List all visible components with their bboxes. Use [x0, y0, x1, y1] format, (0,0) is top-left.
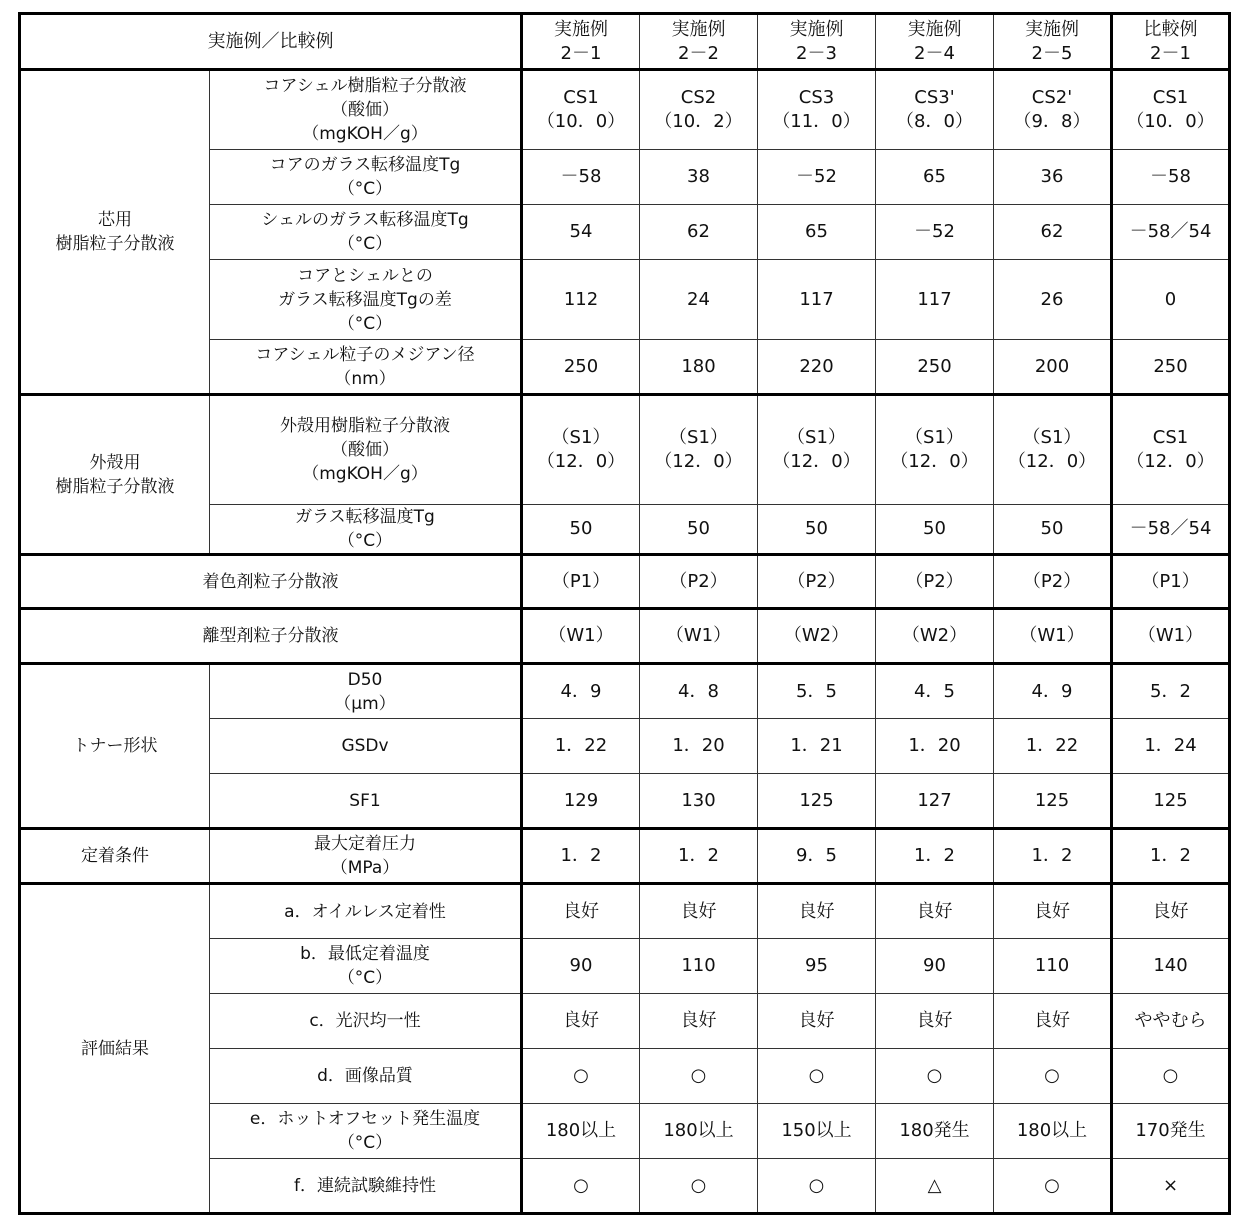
cell-value: 180以上: [522, 1104, 640, 1159]
cell-value: 200: [994, 340, 1112, 395]
cell-value: 4．8: [640, 664, 758, 719]
cell-value: －58／54: [1112, 505, 1230, 555]
group-label: 離型剤粒子分散液: [20, 609, 522, 664]
group-label: 評価結果: [20, 884, 210, 1214]
cell-value: ○: [876, 1049, 994, 1104]
cell-value: 4．9: [522, 664, 640, 719]
cell-value: △: [876, 1159, 994, 1214]
row-label: シェルのガラス転移温度Tg （°C）: [210, 205, 522, 260]
header-title: 実施例／比較例: [20, 14, 522, 70]
cell-value: －58／54: [1112, 205, 1230, 260]
row-label: c．光沢均一性: [210, 994, 522, 1049]
row-label: コアとシェルとの ガラス転移温度Tgの差 （°C）: [210, 260, 522, 340]
cell-value: 1．2: [1112, 829, 1230, 884]
cell-value: 180: [640, 340, 758, 395]
cell-value: 1．2: [994, 829, 1112, 884]
cell-value: 1．20: [640, 719, 758, 774]
cell-value: （S1） （12．0）: [640, 395, 758, 505]
row-label: f．連続試験維持性: [210, 1159, 522, 1214]
cell-value: 140: [1112, 939, 1230, 994]
column-header: 比較例 2－1: [1112, 14, 1230, 70]
column-header: 実施例 2－3: [758, 14, 876, 70]
cell-value: ○: [522, 1159, 640, 1214]
cell-value: （P1）: [522, 555, 640, 609]
cell-value: （S1） （12．0）: [876, 395, 994, 505]
cell-value: ○: [1112, 1049, 1230, 1104]
cell-value: 90: [522, 939, 640, 994]
cell-value: （W1）: [994, 609, 1112, 664]
cell-value: 36: [994, 150, 1112, 205]
column-header: 実施例 2－1: [522, 14, 640, 70]
cell-value: 220: [758, 340, 876, 395]
cell-value: 112: [522, 260, 640, 340]
cell-value: 良好: [876, 884, 994, 939]
cell-value: －58: [522, 150, 640, 205]
group-label: 芯用 樹脂粒子分散液: [20, 70, 210, 395]
cell-value: （P2）: [994, 555, 1112, 609]
cell-value: 62: [640, 205, 758, 260]
cell-value: （P2）: [876, 555, 994, 609]
table-row: [20, 609, 1230, 664]
cell-value: －52: [758, 150, 876, 205]
cell-value: ○: [994, 1159, 1112, 1214]
cell-value: 250: [876, 340, 994, 395]
table-row: [20, 829, 1230, 884]
cell-value: 180発生: [876, 1104, 994, 1159]
table-row: [20, 664, 1230, 719]
cell-value: 4．5: [876, 664, 994, 719]
cell-value: ○: [522, 1049, 640, 1104]
group-label: 着色剤粒子分散液: [20, 555, 522, 609]
cell-value: 250: [522, 340, 640, 395]
cell-value: 良好: [994, 994, 1112, 1049]
cell-value: （W1）: [1112, 609, 1230, 664]
cell-value: 90: [876, 939, 994, 994]
column-header: 実施例 2－4: [876, 14, 994, 70]
cell-value: 50: [640, 505, 758, 555]
cell-value: ○: [758, 1049, 876, 1104]
row-label: GSDv: [210, 719, 522, 774]
cell-value: 130: [640, 774, 758, 829]
table-row: [20, 70, 1230, 150]
cell-value: CS1 （10．0）: [1112, 70, 1230, 150]
row-label: コアシェル粒子のメジアン径 （nm）: [210, 340, 522, 395]
cell-value: 26: [994, 260, 1112, 340]
cell-value: 良好: [876, 994, 994, 1049]
column-header: 実施例 2－5: [994, 14, 1112, 70]
cell-value: 1．22: [994, 719, 1112, 774]
cell-value: 54: [522, 205, 640, 260]
cell-value: 良好: [994, 884, 1112, 939]
row-label: ガラス転移温度Tg （°C）: [210, 505, 522, 555]
cell-value: 5．2: [1112, 664, 1230, 719]
cell-value: 24: [640, 260, 758, 340]
cell-value: ○: [640, 1049, 758, 1104]
row-label: SF1: [210, 774, 522, 829]
row-label: コアシェル樹脂粒子分散液 （酸価） （mgKOH／g）: [210, 70, 522, 150]
cell-value: 180以上: [640, 1104, 758, 1159]
table-row: [20, 395, 1230, 505]
cell-value: （P2）: [640, 555, 758, 609]
cell-value: 38: [640, 150, 758, 205]
cell-value: CS3 （11．0）: [758, 70, 876, 150]
cell-value: 125: [758, 774, 876, 829]
row-label: a．オイルレス定着性: [210, 884, 522, 939]
cell-value: 50: [522, 505, 640, 555]
cell-value: 良好: [522, 994, 640, 1049]
cell-value: 125: [994, 774, 1112, 829]
row-label: コアのガラス転移温度Tg （°C）: [210, 150, 522, 205]
cell-value: 125: [1112, 774, 1230, 829]
column-header: 実施例 2－2: [640, 14, 758, 70]
cell-value: 50: [758, 505, 876, 555]
row-label: D50 （μm）: [210, 664, 522, 719]
cell-value: ○: [640, 1159, 758, 1214]
cell-value: ×: [1112, 1159, 1230, 1214]
cell-value: 110: [994, 939, 1112, 994]
cell-value: CS2' （9．8）: [994, 70, 1112, 150]
cell-value: 150以上: [758, 1104, 876, 1159]
cell-value: （S1） （12．0）: [994, 395, 1112, 505]
cell-value: （S1） （12．0）: [522, 395, 640, 505]
cell-value: 1．24: [1112, 719, 1230, 774]
cell-value: ○: [994, 1049, 1112, 1104]
cell-value: ○: [758, 1159, 876, 1214]
cell-value: 1．2: [876, 829, 994, 884]
row-label: d．画像品質: [210, 1049, 522, 1104]
cell-value: 65: [876, 150, 994, 205]
cell-value: 良好: [640, 994, 758, 1049]
header-row: [20, 14, 1230, 70]
cell-value: －58: [1112, 150, 1230, 205]
cell-value: 62: [994, 205, 1112, 260]
row-label: e．ホットオフセット発生温度 （°C）: [210, 1104, 522, 1159]
cell-value: 1．20: [876, 719, 994, 774]
cell-value: （W2）: [876, 609, 994, 664]
cell-value: 117: [758, 260, 876, 340]
cell-value: 良好: [522, 884, 640, 939]
cell-value: （S1） （12．0）: [758, 395, 876, 505]
cell-value: 良好: [1112, 884, 1230, 939]
cell-value: 110: [640, 939, 758, 994]
cell-value: CS2 （10．2）: [640, 70, 758, 150]
cell-value: 170発生: [1112, 1104, 1230, 1159]
group-label: トナー形状: [20, 664, 210, 829]
results-table: [18, 12, 1231, 1215]
cell-value: （P1）: [1112, 555, 1230, 609]
table-row: [20, 884, 1230, 939]
cell-value: （W1）: [522, 609, 640, 664]
cell-value: 良好: [640, 884, 758, 939]
cell-value: ややむら: [1112, 994, 1230, 1049]
cell-value: 1．21: [758, 719, 876, 774]
group-label: 外殻用 樹脂粒子分散液: [20, 395, 210, 555]
cell-value: 1．2: [640, 829, 758, 884]
cell-value: 50: [994, 505, 1112, 555]
cell-value: 65: [758, 205, 876, 260]
cell-value: 5．5: [758, 664, 876, 719]
cell-value: 180以上: [994, 1104, 1112, 1159]
cell-value: 250: [1112, 340, 1230, 395]
cell-value: 良好: [758, 884, 876, 939]
cell-value: CS1 （12．0）: [1112, 395, 1230, 505]
cell-value: 0: [1112, 260, 1230, 340]
row-label: 最大定着圧力 （MPa）: [210, 829, 522, 884]
cell-value: 127: [876, 774, 994, 829]
cell-value: 129: [522, 774, 640, 829]
group-label: 定着条件: [20, 829, 210, 884]
cell-value: 4．9: [994, 664, 1112, 719]
cell-value: （W2）: [758, 609, 876, 664]
cell-value: CS3' （8．0）: [876, 70, 994, 150]
cell-value: 95: [758, 939, 876, 994]
cell-value: CS1 （10．0）: [522, 70, 640, 150]
cell-value: （W1）: [640, 609, 758, 664]
cell-value: 良好: [758, 994, 876, 1049]
table-row: [20, 555, 1230, 609]
cell-value: 1．2: [522, 829, 640, 884]
cell-value: 9．5: [758, 829, 876, 884]
cell-value: 50: [876, 505, 994, 555]
row-label: 外殻用樹脂粒子分散液 （酸価） （mgKOH／g）: [210, 395, 522, 505]
cell-value: （P2）: [758, 555, 876, 609]
row-label: b．最低定着温度 （°C）: [210, 939, 522, 994]
cell-value: 1．22: [522, 719, 640, 774]
cell-value: 117: [876, 260, 994, 340]
cell-value: －52: [876, 205, 994, 260]
